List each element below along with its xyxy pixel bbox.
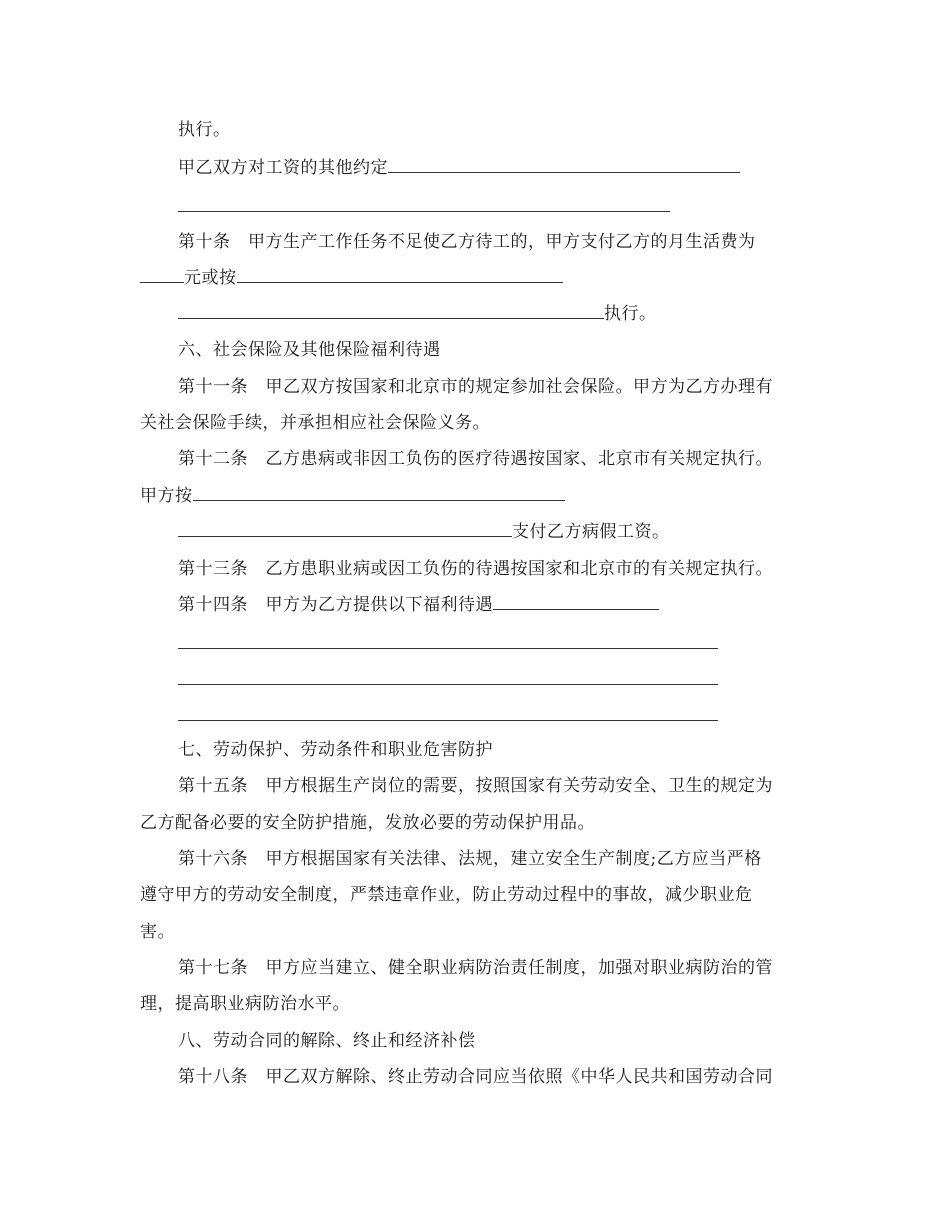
fill-in-blank xyxy=(178,684,718,685)
text-line: 执行。 xyxy=(178,120,231,140)
text-line: 害。 xyxy=(140,922,175,942)
fill-in-blank xyxy=(193,484,565,501)
fill-in-blank xyxy=(140,266,184,283)
line-text: 元或按 xyxy=(184,268,237,288)
fill-in-blank xyxy=(178,211,670,212)
fill-in-blank xyxy=(178,648,718,649)
fill-in-blank xyxy=(178,302,604,319)
text-line: 第十八条 甲乙双方解除、终止劳动合同应当依照《中华人民共和国劳动合同 xyxy=(178,1067,773,1087)
text-line: 第十条 甲方生产工作任务不足使乙方待工的，甲方支付乙方的月生活费为 xyxy=(178,232,756,252)
text-line: 第十六条 甲方根据国家有关法律、法规，建立安全生产制度;乙方应当严格 xyxy=(178,849,762,869)
fill-in-blank xyxy=(388,156,740,173)
line-text: 执行。 xyxy=(604,304,657,324)
text-line: 理，提高职业病防治水平。 xyxy=(140,994,350,1014)
fill-in-blank xyxy=(493,593,659,610)
text-line: 乙方配备必要的安全防护措施，发放必要的劳动保护用品。 xyxy=(140,813,595,833)
fill-in-blank xyxy=(178,520,512,537)
line-text: 支付乙方病假工资。 xyxy=(512,522,670,542)
text-line: 第十三条 乙方患职业病或因工负伤的待遇按国家和北京市的有关规定执行。 xyxy=(178,559,773,579)
text-line xyxy=(178,520,670,544)
section-heading: 八、劳动合同的解除、终止和经济补偿 xyxy=(178,1031,476,1051)
line-text: 甲方按 xyxy=(140,486,193,506)
text-line xyxy=(140,266,563,290)
fill-in-blank xyxy=(178,720,718,721)
text-line: 第十五条 甲方根据生产岗位的需要，按照国家有关劳动安全、卫生的规定为 xyxy=(178,776,773,796)
text-line: 第十二条 乙方患病或非因工负伤的医疗待遇按国家、北京市有关规定执行。 xyxy=(178,449,773,469)
text-line: 遵守甲方的劳动安全制度，严禁违章作业，防止劳动过程中的事故，减少职业危 xyxy=(140,885,753,905)
text-line: 关社会保险手续，并承担相应社会保险义务。 xyxy=(140,413,490,433)
line-text: 第十四条 甲方为乙方提供以下福利待遇 xyxy=(178,595,493,615)
section-heading: 六、社会保险及其他保险福利待遇 xyxy=(178,340,441,360)
fill-in-blank xyxy=(237,266,563,283)
text-line: 第十七条 甲方应当建立、健全职业病防治责任制度，加强对职业病防治的管 xyxy=(178,958,773,978)
text-line xyxy=(178,593,659,617)
line-text: 甲乙双方对工资的其他约定 xyxy=(178,158,388,178)
text-line xyxy=(178,302,657,326)
text-line xyxy=(140,484,565,508)
text-line xyxy=(178,156,740,180)
text-line: 第十一条 甲乙双方按国家和北京市的规定参加社会保险。甲方为乙方办理有 xyxy=(178,377,773,397)
section-heading: 七、劳动保护、劳动条件和职业危害防护 xyxy=(178,740,493,760)
